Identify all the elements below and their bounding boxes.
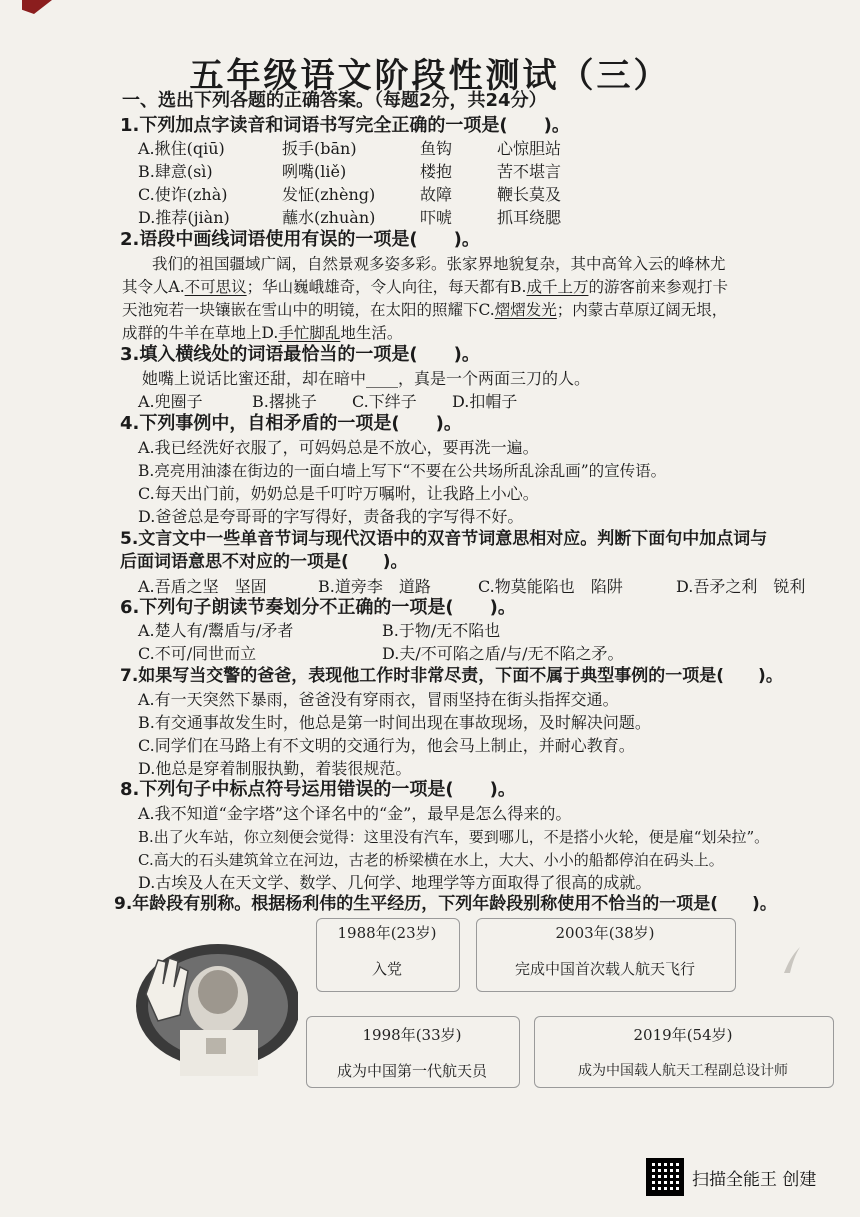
q1-stem: 1.下列加点字读音和词语书写完全正确的一项是( )。 xyxy=(120,115,570,136)
q5-option-a: A.吾盾之坚 坚固 xyxy=(138,577,267,596)
q1-c-3: 故障 xyxy=(420,185,453,204)
q7-option-c: C.同学们在马路上有不文明的交通行为，他会马上制止，并耐心教育。 xyxy=(138,736,635,755)
q8-option-a: A.我不知道“金字塔”这个译名中的“金”，最早是怎么得来的。 xyxy=(138,804,572,823)
q1-b-4: 苦不堪言 xyxy=(497,162,562,181)
q8-stem: 8.下列句子中标点符号运用错误的一项是( )。 xyxy=(120,779,516,800)
q6-option-d: D.夫/不可陷之盾/与/无不陷之矛。 xyxy=(382,644,624,663)
q3-stem: 3.填入横线处的词语最恰当的一项是( )。 xyxy=(120,344,480,365)
q6-option-a: A.楚人有/鬻盾与/矛者 xyxy=(138,621,294,640)
paper-mark-icon xyxy=(780,945,802,975)
q1-a-4: 心惊胆站 xyxy=(497,139,562,158)
q2-underline-a: 不可思议 xyxy=(184,278,247,296)
q1-d-1: D.推荐(jiàn) xyxy=(138,208,230,227)
q4-option-d: D.爸爸总是夸哥哥的字写得好，责备我的字写得不好。 xyxy=(138,507,524,526)
page-title: 五年级语文阶段性测试（三） xyxy=(189,56,671,96)
timeline-1988-event: 入党 xyxy=(371,960,402,978)
q5-stem-line2: 后面词语意思不对应的一项是( )。 xyxy=(120,552,408,572)
q1-a-3: 鱼钩 xyxy=(420,139,453,158)
q1-c-4: 鞭长莫及 xyxy=(497,185,562,204)
q1-b-3: 楼抱 xyxy=(420,162,453,181)
q5-option-b: B.道旁李 道路 xyxy=(318,577,431,596)
q1-a-1: A.揪住(qiū) xyxy=(138,139,225,158)
q4-stem: 4.下列事例中，自相矛盾的一项是( )。 xyxy=(120,413,462,434)
q1-b-1: B.肆意(sì) xyxy=(138,162,213,181)
q8-option-d: D.古埃及人在天文学、数学、几何学、地理学等方面取得了很高的成就。 xyxy=(138,873,652,892)
q2-para-line1: 我们的祖国疆域广阔，自然景观多姿多彩。张家界地貌复杂，其中高耸入云的峰林尤 xyxy=(152,255,726,273)
q3-option-b: B.撂挑子 xyxy=(252,392,317,411)
q9-stem: 9.年龄段有别称。根据杨利伟的生平经历，下列年龄段别称使用不恰当的一项是( )。 xyxy=(114,894,777,914)
q6-stem: 6.下列句子朗读节奏划分不正确的一项是( )。 xyxy=(120,597,516,618)
q2-stem: 2.语段中画线词语使用有误的一项是( )。 xyxy=(120,229,480,250)
timeline-1988-year: 1988年(23岁) xyxy=(337,924,437,942)
q4-option-c: C.每天出门前，奶奶总是千叮咛万嘱咐，让我路上小心。 xyxy=(138,484,539,503)
q4-option-a: A.我已经洗好衣服了，可妈妈总是不放心，要再洗一遍。 xyxy=(138,438,539,457)
q1-d-2: 蘸水(zhuàn) xyxy=(282,208,376,227)
q1-c-2: 发怔(zhèng) xyxy=(282,185,376,204)
q2-underline-b: 成千上万 xyxy=(526,278,589,296)
q2-para-line3: 天池宛若一块镶嵌在雪山中的明镜，在太阳的照耀下C.熠熠发光；内蒙古草原辽阔无垠， xyxy=(122,301,728,319)
q1-d-3: 吓唬 xyxy=(420,208,453,227)
astronaut-photo xyxy=(132,944,298,1076)
q2-underline-c: 熠熠发光 xyxy=(494,301,557,319)
q7-option-a: A.有一天突然下暴雨，爸爸没有穿雨衣，冒雨坚持在街头指挥交通。 xyxy=(138,690,619,709)
timeline-1998-year: 1998年(33岁) xyxy=(362,1026,462,1044)
q8-option-b: B.出了火车站，你立刻便会觉得：这里没有汽车，要到哪儿，不是搭小火轮，便是雇“划朵拉”。 xyxy=(138,828,770,846)
q3-option-d: D.扣帽子 xyxy=(452,392,518,411)
q2-para-line2: 其令人A.不可思议；华山巍峨雄奇，令人向往，每天都有B.成千上万的游客前来参观打卡 xyxy=(122,278,728,296)
q6-option-b: B.于物/无不陷也 xyxy=(382,621,501,640)
timeline-2003-event: 完成中国首次载人航天飞行 xyxy=(514,960,695,978)
q2-para-line4: 成群的牛羊在草地上D.手忙脚乱地生活。 xyxy=(122,324,403,342)
timeline-2019-year: 2019年(54岁) xyxy=(633,1026,733,1044)
qr-code-icon xyxy=(646,1158,684,1196)
q7-stem: 7.如果写当交警的爸爸，表现他工作时非常尽责，下面不属于典型事例的一项是( )。 xyxy=(120,666,783,686)
q4-option-b: B.亮亮用油漆在街边的一面白墙上写下“不要在公共场所乱涂乱画”的宣传语。 xyxy=(138,462,667,480)
q1-c-1: C.使诈(zhà) xyxy=(138,185,228,204)
q6-option-c: C.不可/同世而立 xyxy=(138,644,257,663)
section-heading: 一、选出下列各题的正确答案。（每题2分，共24分） xyxy=(122,90,547,111)
q3-option-c: C.下绊子 xyxy=(352,392,417,411)
q5-option-c: C.物莫能陷也 陷阱 xyxy=(478,577,623,596)
q7-option-d: D.他总是穿着制服执勤，着装很规范。 xyxy=(138,759,412,778)
q5-stem-line1: 5.文言文中一些单音节词与现代汉语中的双音节词意思相对应。判断下面句中加点词与 xyxy=(120,529,768,549)
timeline-2003-year: 2003年(38岁) xyxy=(555,924,655,942)
q3-sentence: 她嘴上说话比蜜还甜，却在暗中____，真是一个两面三刀的人。 xyxy=(142,369,591,388)
timeline-1998-event: 成为中国第一代航天员 xyxy=(336,1062,487,1080)
q3-option-a: A.兜圈子 xyxy=(138,392,203,411)
q7-option-b: B.有交通事故发生时，他总是第一时间出现在事故现场，及时解决问题。 xyxy=(138,713,651,732)
q2-underline-d: 手忙脚乱 xyxy=(278,324,341,342)
corner-mark xyxy=(22,0,52,14)
q5-option-d: D.吾矛之利 锐利 xyxy=(676,577,806,596)
q1-b-2: 咧嘴(liě) xyxy=(282,162,347,181)
q8-option-c: C.高大的石头建筑耸立在河边，古老的桥梁横在水上，大大、小小的船都停泊在码头上。 xyxy=(138,851,724,869)
scanner-watermark xyxy=(646,1158,816,1196)
watermark-text: 扫描全能王 创建 xyxy=(692,1169,817,1190)
q1-a-2: 扳手(bān) xyxy=(282,139,357,158)
q1-d-4: 抓耳绕腮 xyxy=(497,208,562,227)
timeline-2019-event: 成为中国载人航天工程副总设计师 xyxy=(578,1063,788,1079)
